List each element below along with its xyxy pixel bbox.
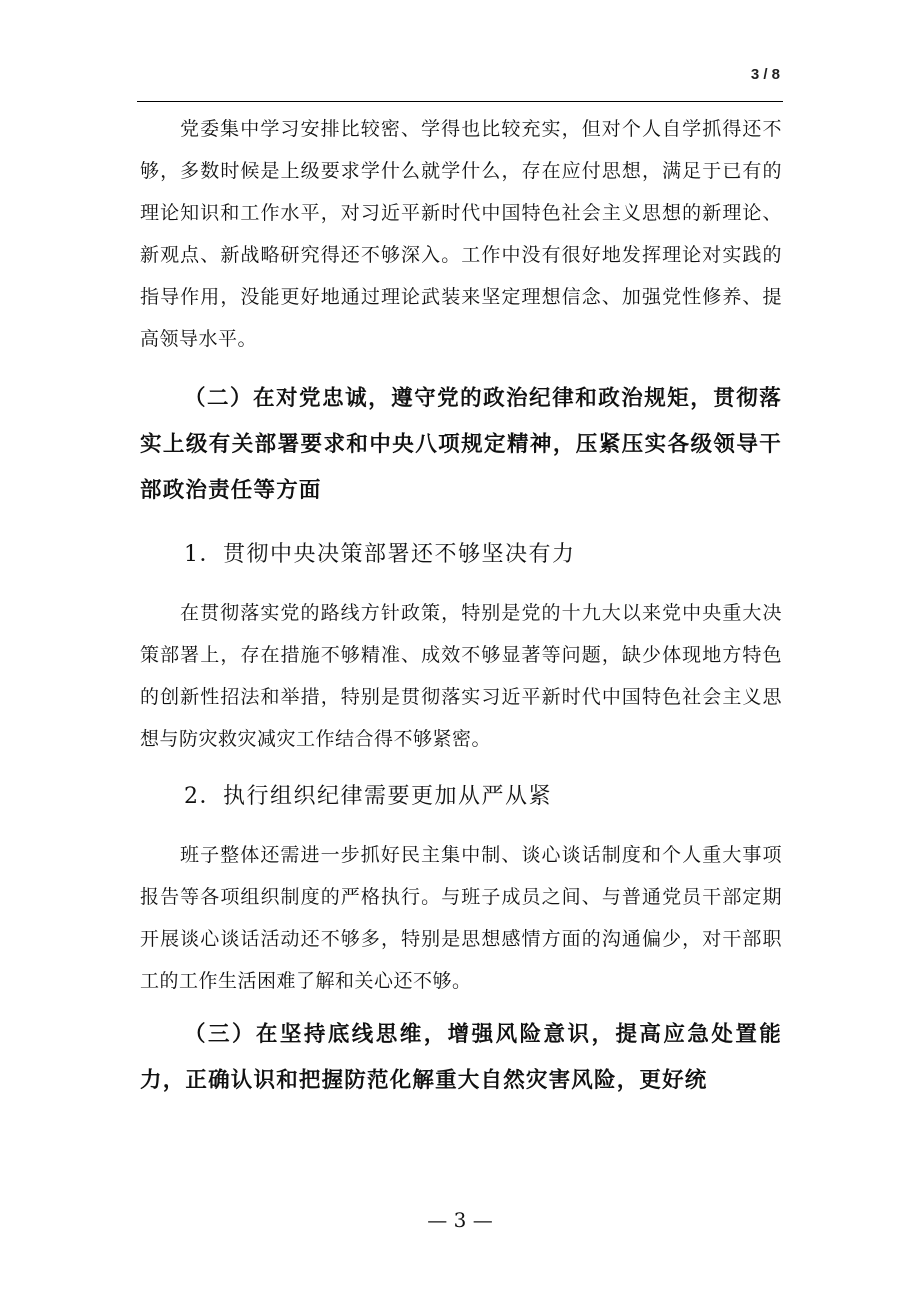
body-paragraph: 在贯彻落实党的路线方针政策，特别是党的十九大以来党中央重大决策部署上，存在措施不够精准、成效不够显著等问题，缺少体现地方特色的创新性招法和举措，特别是贯彻落实习近平新时代中国特色社会主义思想与防灾救灾减灾工作结合得不够紧密。 (140, 602, 782, 750)
document-body (140, 108, 782, 1104)
header-divider (137, 101, 783, 102)
page-counter: 3 / 8 (750, 66, 780, 83)
section-heading-2: （二）在对党忠诚，遵守党的政治纪律和政治规矩，贯彻落实上级有关部署要求和中央八项规定精神，压紧压实各级领导干部政治责任等方面 (140, 386, 782, 503)
subsection-heading-2: 2．执行组织纪律需要更加从严从紧 (184, 784, 552, 809)
body-paragraph: 党委集中学习安排比较密、学得也比较充实，但对个人自学抓得还不够，多数时候是上级要求学什么就学什么，存在应付思想，满足于已有的理论知识和工作水平，对习近平新时代中国特色社会主义思想的新理论、新观点、新战略研究得还不够深入。工作中没有很好地发挥理论对实践的指导作用，没能更好地通过理论武装来坚定理想信念、加强党性修养、提高领导水平。 (140, 118, 782, 350)
body-paragraph: 班子整体还需进一步抓好民主集中制、谈心谈话制度和个人重大事项报告等各项组织制度的严格执行。与班子成员之间、与普通党员干部定期开展谈心谈话活动还不够多，特别是思想感情方面的沟通偏少，对干部职工的工作生活困难了解和关心还不够。 (140, 844, 782, 992)
section-heading-3: （三）在坚持底线思维，增强风险意识，提高应急处置能力，正确认识和把握防范化解重大自然灾害风险，更好统 (140, 1022, 782, 1093)
subsection-heading-1: 1．贯彻中央决策部署还不够坚决有力 (184, 542, 576, 567)
page-number-footer: — 3 — (427, 1208, 493, 1232)
